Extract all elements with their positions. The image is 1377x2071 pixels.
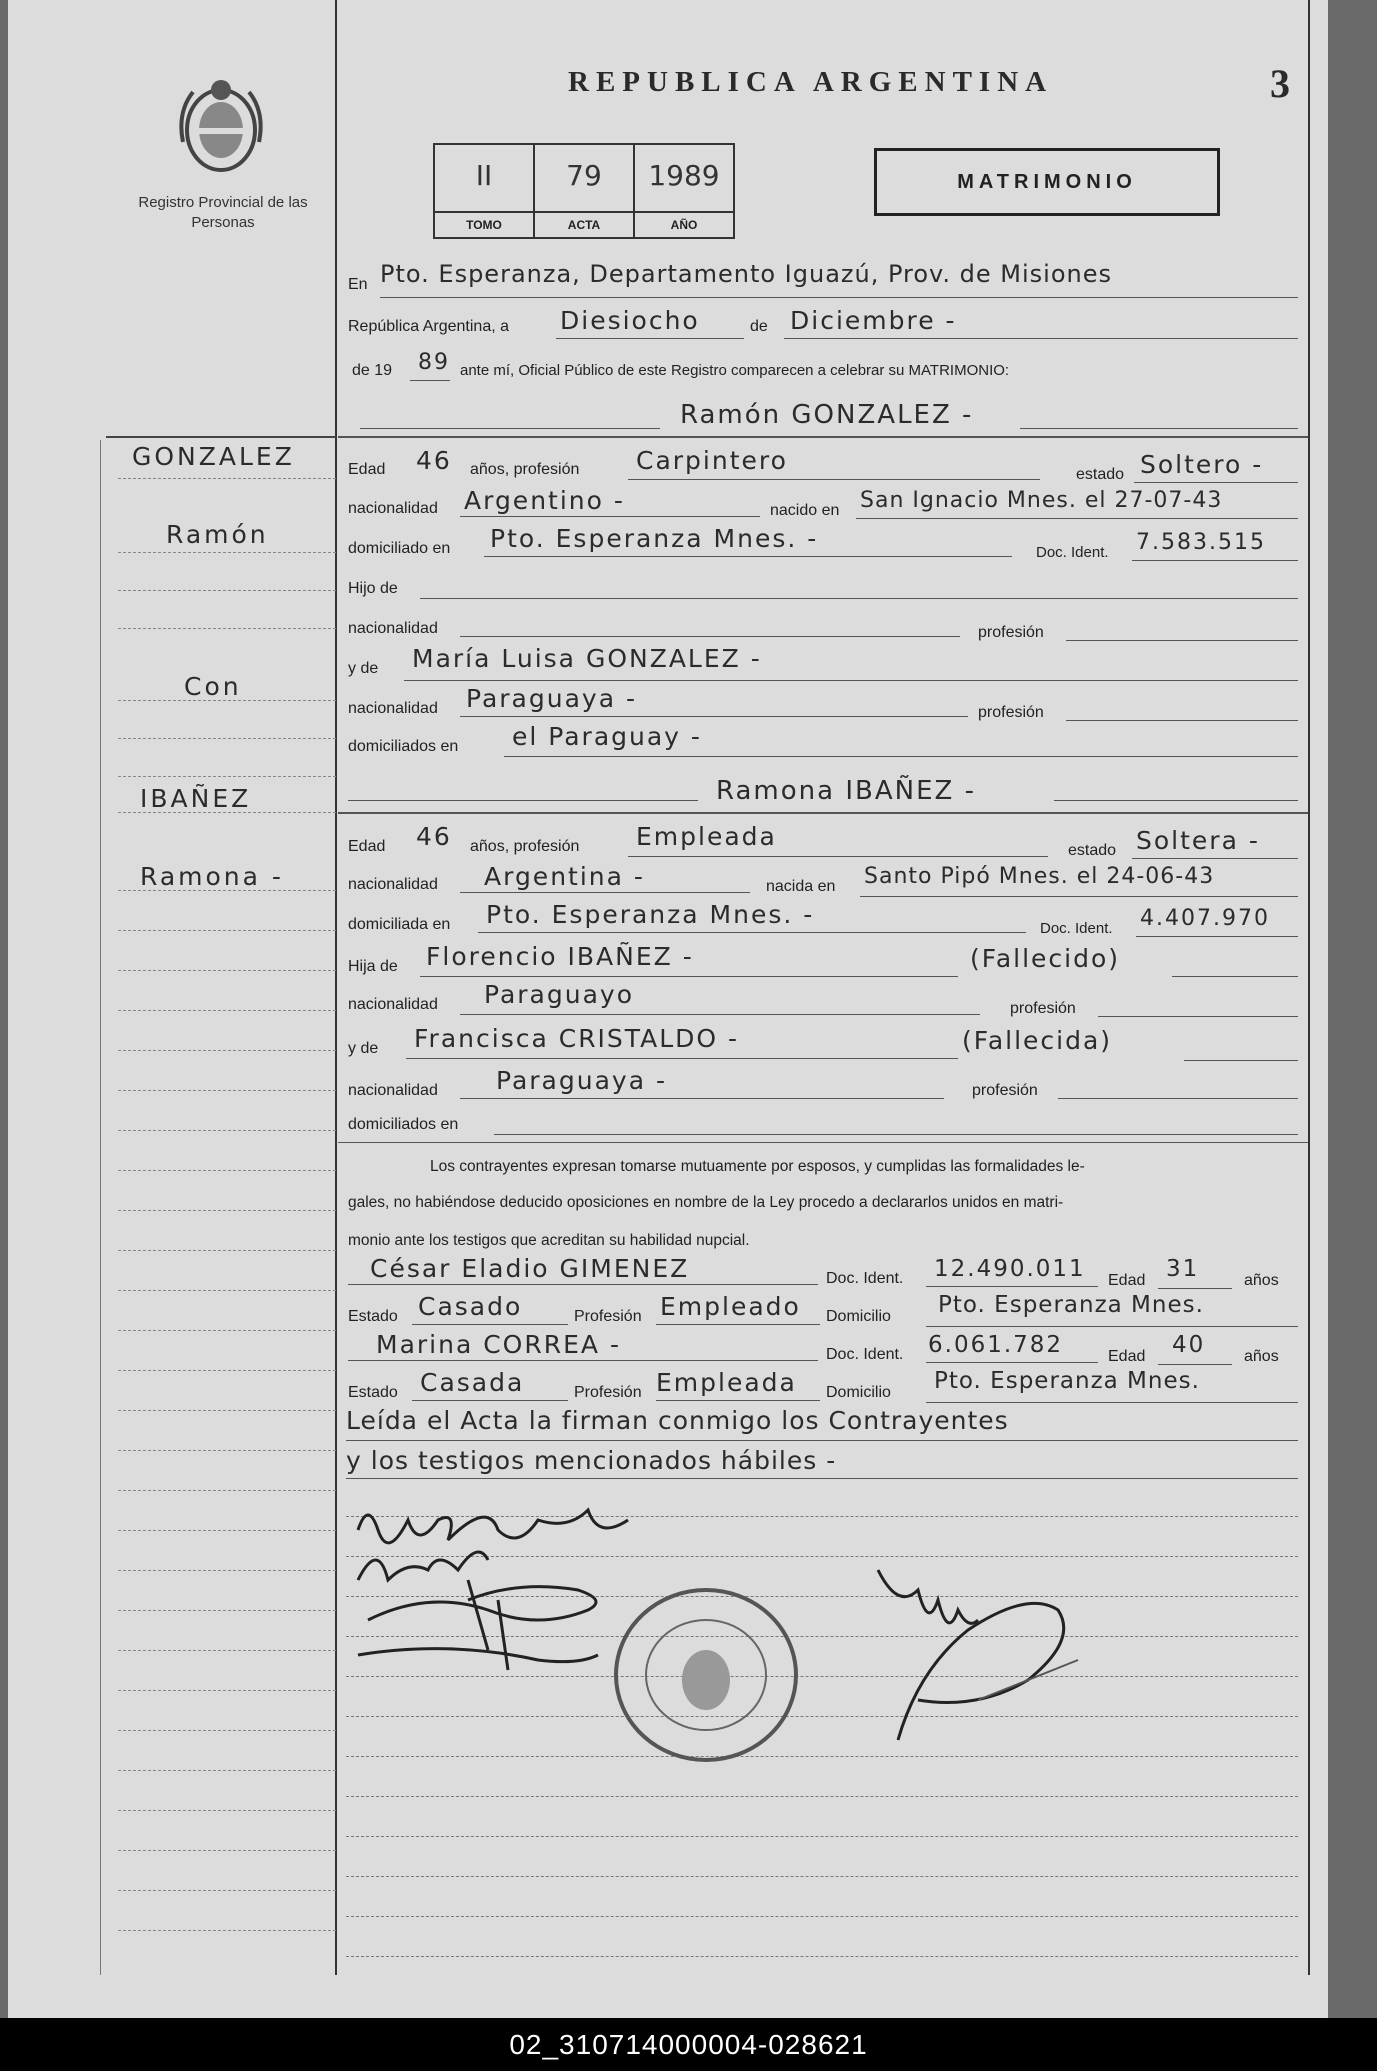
bride-doc: 4.407.970 [1140,906,1270,931]
bride-nacida-label: nacida en [766,878,836,895]
bride-edad-label: Edad [348,838,386,855]
groom-name: Ramón GONZALEZ - [680,400,974,430]
witness-1-estado: Casado [418,1292,523,1321]
bride-doc-label: Doc. Ident. [1040,920,1113,937]
bride-estado-label: estado [1068,842,1117,859]
witness-1-edad: 31 [1166,1256,1200,1282]
groom-madre-prof-label: profesión [978,704,1044,721]
margin-bride-firstname: Ramona - [140,862,284,891]
page-number: 3 [1270,61,1290,106]
margin-con: Con [184,672,242,701]
de-label: de [750,318,768,335]
groom-domiciliados: el Paraguay - [512,722,702,751]
witness-2-estado-label: Estado [348,1384,398,1401]
witness-1-doc: 12.490.011 [934,1256,1086,1282]
bride-madre-prof-label: profesión [972,1082,1038,1099]
witness-2-profesion: Empleada [656,1368,797,1397]
groom-anios-label: años, profesión [470,461,580,478]
witness-1-doc-label: Doc. Ident. [826,1270,904,1287]
margin-bride-surname: IBAÑEZ [140,784,252,813]
officer-signature [858,1550,1098,1750]
bride-name: Ramona IBAÑEZ - [716,776,976,806]
witness-2-domicilio-label: Domicilio [826,1384,891,1401]
closing-line-1: Leída el Acta la firman conmigo los Contrayentes [346,1406,1009,1435]
bride-padre-estado: (Fallecido) [970,944,1121,973]
record-reference-box [433,143,735,239]
de19-label: de 19 [352,362,393,379]
groom-nac-label: nacionalidad [348,500,438,517]
bride-edad: 46 [416,822,452,851]
left-edge-rule [100,440,101,1975]
document-page [8,0,1328,2018]
groom-madre-nac: Paraguaya - [466,684,637,713]
acta-label: ACTA [535,211,633,237]
tomo-value: II [475,159,493,192]
margin-groom-firstname: Ramón [166,520,269,549]
witness-2-domicilio: Pto. Esperanza Mnes. [934,1368,1200,1394]
document-code: 02_310714000004-028621 [0,2018,1377,2071]
bride-nacionalidad: Argentina - [484,862,645,891]
bride-padre: Florencio IBAÑEZ - [426,942,694,971]
witness-1-estado-label: Estado [348,1308,398,1325]
bride-domiciliados-label: domiciliados en [348,1116,459,1133]
witness-1-domicilio-label: Domicilio [826,1308,891,1325]
bride-padre-nac: Paraguayo [484,980,634,1009]
witness-1-edad-label: Edad [1108,1272,1146,1289]
tomo-cell [435,145,535,237]
witness-1-domicilio: Pto. Esperanza Mnes. [938,1292,1204,1318]
groom-estado-label: estado [1076,466,1125,483]
bride-estado: Soltera - [1136,826,1260,855]
bride-madre-nac-label: nacionalidad [348,1082,438,1099]
groom-madre-nac-label: nacionalidad [348,700,438,717]
coat-of-arms-icon [173,72,269,182]
official-seal-icon [606,1580,806,1770]
anio-value: 1989 [648,159,720,192]
bride-madre-nac: Paraguaya - [496,1066,667,1095]
groom-hijo-label: Hijo de [348,580,398,597]
en-label: En [348,276,368,293]
intro-year: 89 [418,350,450,375]
groom-profesion: Carpintero [636,446,788,475]
witness-1-prof-label: Profesión [574,1308,642,1325]
bride-madre: Francisca CRISTALDO - [414,1024,740,1053]
witness-2-doc: 6.061.782 [928,1332,1064,1358]
witness-2-name: Marina CORREA - [376,1330,621,1359]
groom-doc-label: Doc. Ident. [1036,544,1109,561]
bride-madre-estado: (Fallecida) [962,1026,1113,1055]
anio-label: AÑO [635,211,733,237]
intro-place: Pto. Esperanza, Departamento Iguazú, Prov. de Misiones [380,260,1112,288]
witness-2-anios-label: años [1244,1348,1279,1365]
groom-padre-nac-label: nacionalidad [348,620,438,637]
margin-groom-surname: GONZALEZ [132,442,295,471]
groom-padre-prof-label: profesión [978,624,1044,641]
closing-line-2: y los testigos mencionados hábiles - [346,1446,837,1475]
groom-edad: 46 [416,446,452,475]
document-type-box: MATRIMONIO [874,148,1220,216]
acta-cell [535,145,635,237]
witness-2-doc-label: Doc. Ident. [826,1346,904,1363]
tomo-label: TOMO [435,211,533,237]
acta-value: 79 [566,159,602,192]
groom-domiciliados-label: domiciliados en [348,738,459,755]
intro-day: Diesiocho [560,306,700,335]
witness-2-edad: 40 [1172,1332,1206,1358]
registry-label: Registro Provincial de las Personas [138,194,308,231]
bride-yde-label: y de [348,1040,379,1057]
margin-rule [335,0,337,1975]
bride-profesion: Empleada [636,822,777,851]
bride-domicilio: Pto. Esperanza Mnes. - [486,900,815,929]
groom-nacido: San Ignacio Mnes. el 27-07-43 [860,488,1223,513]
intro-month: Diciembre - [790,306,957,335]
bride-padre-nac-label: nacionalidad [348,996,438,1013]
anio-cell [635,145,733,237]
declaration-line-3: monio ante los testigos que acreditan su habilidad nupcial. [348,1232,750,1249]
groom-yde-label: y de [348,660,379,677]
republica-label: República Argentina, a [348,318,509,335]
country-title: REPUBLICA ARGENTINA [568,66,1054,98]
witness-1-name: César Eladio GIMENEZ [370,1254,690,1283]
bride-anios-label: años, profesión [470,838,580,855]
declaration-line-1: Los contrayentes expresan tomarse mutuamente por esposos, y cumplidas las formalidades le- [430,1158,1085,1175]
groom-nacionalidad: Argentino - [464,486,625,515]
witness-2-edad-label: Edad [1108,1348,1146,1365]
groom-madre: María Luisa GONZALEZ - [412,644,762,673]
groom-domicilio: Pto. Esperanza Mnes. - [490,524,819,553]
witness-2-prof-label: Profesión [574,1384,642,1401]
bride-padre-prof-label: profesión [1010,1000,1076,1017]
ante-text: ante mí, Oficial Público de este Registro comparecen a celebrar su MATRIMONIO: [460,362,1010,379]
groom-estado: Soltero - [1140,450,1264,479]
groom-nacido-label: nacido en [770,502,840,519]
groom-doc: 7.583.515 [1136,530,1266,555]
groom-domicilio-label: domiciliado en [348,540,451,557]
bride-nacida: Santo Pipó Mnes. el 24-06-43 [864,864,1215,889]
declaration-line-2: gales, no habiéndose deducido oposiciones en nombre de la Ley procedo a declararlos unidos en matri- [348,1194,1064,1211]
witness-1-profesion: Empleado [660,1292,801,1321]
witness-1-anios-label: años [1244,1272,1279,1289]
bride-domicilio-label: domiciliada en [348,916,451,933]
groom-edad-label: Edad [348,461,386,478]
bride-hija-label: Hija de [348,958,398,975]
bride-nac-label: nacionalidad [348,876,438,893]
right-rule [1308,0,1310,1975]
witness-2-estado: Casada [420,1368,525,1397]
